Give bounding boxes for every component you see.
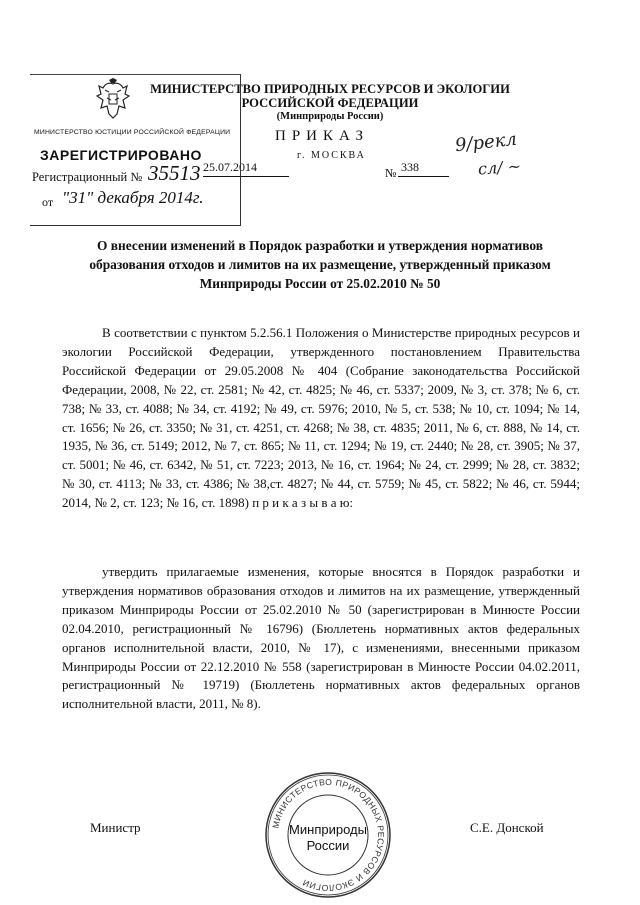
ministry-name-line2: РОССИЙСКОЙ ФЕДЕРАЦИИ [241, 96, 419, 110]
seal-center-line2: России [306, 838, 350, 853]
seal-center-text [280, 822, 376, 854]
stamp-registered: ЗАРЕГИСТРИРОВАНО [40, 147, 202, 163]
document-number: 338 [398, 160, 449, 177]
stamp-reg-number: 35513 [148, 161, 201, 185]
stamp-agency: МИНИСТЕРСТВО ЮСТИЦИИ РОССИЙСКОЙ ФЕДЕРАЦИИ [34, 129, 231, 136]
handwritten-mark-2: сл/ ~ [477, 156, 522, 179]
stamp-reg-date: "31" декабря 2014г. [62, 188, 204, 207]
document-title: О внесении изменений в Порядок разработки и утверждения нормативов образования отходов и лимитов на их размещение, утвержденный приказом Минприроды России от 25.02.2010 № 50 [89, 238, 551, 291]
signatory-position: Министр [90, 820, 141, 835]
ministry-name-line1: МИНИСТЕРСТВО ПРИРОДНЫХ РЕСУРСОВ И ЭКОЛОГИИ [150, 82, 510, 96]
seal-center-line1: Минприроды [289, 822, 367, 837]
stamp-from-label: от [42, 195, 54, 209]
document-date: 25.07.2014 [203, 160, 289, 177]
handwritten-mark-1: 9/рекл [454, 128, 518, 157]
registration-stamp [30, 74, 241, 226]
document-number-sign: № [385, 166, 397, 180]
ministry-short-name: (Минприроды России) [276, 111, 384, 122]
body-paragraph-1: В соответствии с пунктом 5.2.56.1 Положения о Министерстве природных ресурсов и экологии Российской Федерации, утвержденного постановлением Правительства Российской Федерации от 29.05.2008 № 404 (Собрание законодательства Российской Федерации, 2008, № 22, ст. 2581; № 42, ст. 4825; № 46, ст. 5337; 2009, № 3, ст. 378; № 6, ст. 738; № 33, ст. 4088; № 34, ст. 4192; № 49, ст. 5976; 2010, № 5, ст. 538; № 10, ст. 1094; № 14, ст. 1656; № 26, ст. 3350; № 31, ст. 4251, ст. 4268; № 38, ст. 4835; 2011, № 6, ст. 888, № 14, ст. 1935, № 36, ст. 5149; 2012, № 7, ст. 865; № 11, ст. 1294; № 19, ст. 2440; № 28, ст. 3905; № 37, ст. 5001; № 46, ст. 6342, № 51, ст. 7223; 2013, № 16, ст. 1964; № 24, ст. 2999; № 28, ст. 3832; № 30, ст. 4113; № 33, ст. 4386; № 38,ст. 4827; № 44, ст. 5759; № 45, ст. 5822; № 46, ст. 5944; 2014, № 2, ст. 123; № 16, ст. 1898) п р и к а з ы в а ю: [62, 325, 580, 511]
document-city: г. МОСКВА [297, 150, 366, 161]
body-paragraph-2: утвердить прилагаемые изменения, которые вносятся в Порядок разработки и утверждения нормативов образования отходов и лимитов на их размещение, утвержденный приказом Минприроды России от 25.02.2010 № 50 (зарегистрирован в Минюсте России 02.04.2010, регистрационный № 16796) (Бюллетень нормативных актов федеральных органов исполнительной власти, 2010, № 17), с изменениями, внесенными приказом Минприроды России от 22.12.2010 № 558 (зарегистрирован в Минюсте России 04.02.2011, регистрационный № 19719) (Бюллетень нормативных актов федеральных органов исполнительной власти, 2011, № 8). [62, 564, 580, 712]
seal-ring-text: МИНИСТЕРСТВО ПРИРОДНЫХ РЕСУРСОВ И ЭКОЛОГИИ [270, 776, 387, 894]
document-type: ПРИКАЗ [275, 128, 369, 144]
signatory-name: С.Е. Донской [470, 820, 544, 835]
stamp-reg-number-label: Регистрационный № [32, 170, 143, 184]
